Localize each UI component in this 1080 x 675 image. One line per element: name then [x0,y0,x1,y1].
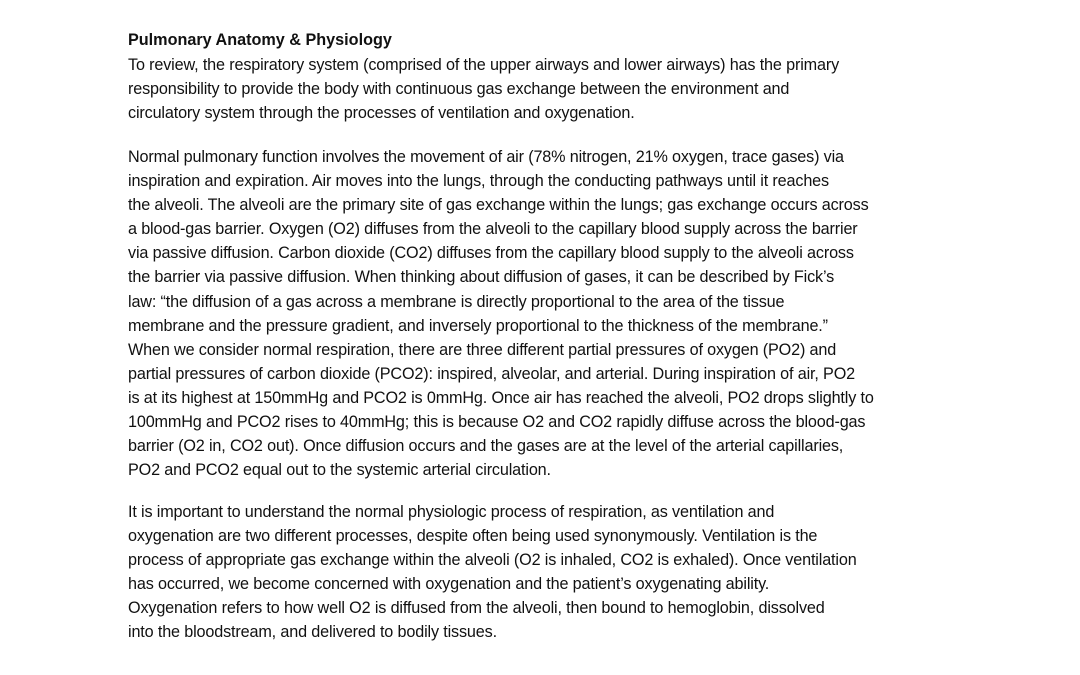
text-line: law: “the diffusion of a gas across a membrane is directly proportional to the area of the tissue [128,292,785,311]
text-line: inspiration and expiration. Air moves into the lungs, through the conducting pathways until it reaches [128,172,829,191]
text-line: has occurred, we become concerned with oxygenation and the patient’s oxygenating ability. [128,575,770,594]
text-line: Normal pulmonary function involves the movement of air (78% nitrogen, 21% oxygen, trace gases) via [128,148,844,166]
document-page [128,0,958,675]
text-line: process of appropriate gas exchange within the alveoli (O2 is inhaled, CO2 is exhaled). Once ventilation [128,551,857,570]
text-line: the barrier via passive diffusion. When thinking about diffusion of gases, it can be described by Fick’s [128,268,835,287]
text-line: It is important to understand the normal physiologic process of respiration, as ventilation and [128,503,775,521]
paragraph-ventilation-vs-oxygenation [128,500,958,645]
text-line: responsibility to provide the body with continuous gas exchange between the environment and [128,80,790,99]
section-heading-pulmonary-anatomy: Pulmonary Anatomy & Physiology [128,31,392,49]
text-line: the alveoli. The alveoli are the primary site of gas exchange within the lungs; gas exchange occurs across [128,196,869,215]
paragraph-respiratory-overview [128,53,958,125]
text-line: Oxygenation refers to how well O2 is diffused from the alveoli, then bound to hemoglobin, dissolved [128,599,825,618]
text-line: into the bloodstream, and delivered to bodily tissues. [128,623,497,642]
text-line: a blood-gas barrier. Oxygen (O2) diffuses from the alveoli to the capillary blood supply across the barrier [128,220,858,239]
paragraph-normal-pulmonary-function [128,145,958,482]
text-line: oxygenation are two different processes, despite often being used synonymously. Ventilation is the [128,527,818,546]
text-line: 100mmHg and PCO2 rises to 40mmHg; this is because O2 and CO2 rapidly diffuse across the blood-gas [128,413,866,432]
text-line: To review, the respiratory system (comprised of the upper airways and lower airways) has the primary [128,56,840,74]
text-line: is at its highest at 150mmHg and PCO2 is 0mmHg. Once air has reached the alveoli, PO2 drops slightly to [128,388,874,407]
text-line: barrier (O2 in, CO2 out). Once diffusion occurs and the gases are at the level of the arterial capillaries, [128,437,844,456]
text-line: membrane and the pressure gradient, and inversely proportional to the thickness of the membrane.” [128,316,828,335]
text-line: PO2 and PCO2 equal out to the systemic arterial circulation. [128,461,551,480]
text-line: circulatory system through the processes of ventilation and oxygenation. [128,104,635,123]
text-line: via passive diffusion. Carbon dioxide (CO2) diffuses from the capillary blood supply to the alveoli across [128,244,854,263]
text-line: partial pressures of carbon dioxide (PCO2): inspired, alveolar, and arterial. During inspiration of air, PO2 [128,364,855,383]
text-line: When we consider normal respiration, there are three different partial pressures of oxygen (PO2) and [128,340,837,359]
